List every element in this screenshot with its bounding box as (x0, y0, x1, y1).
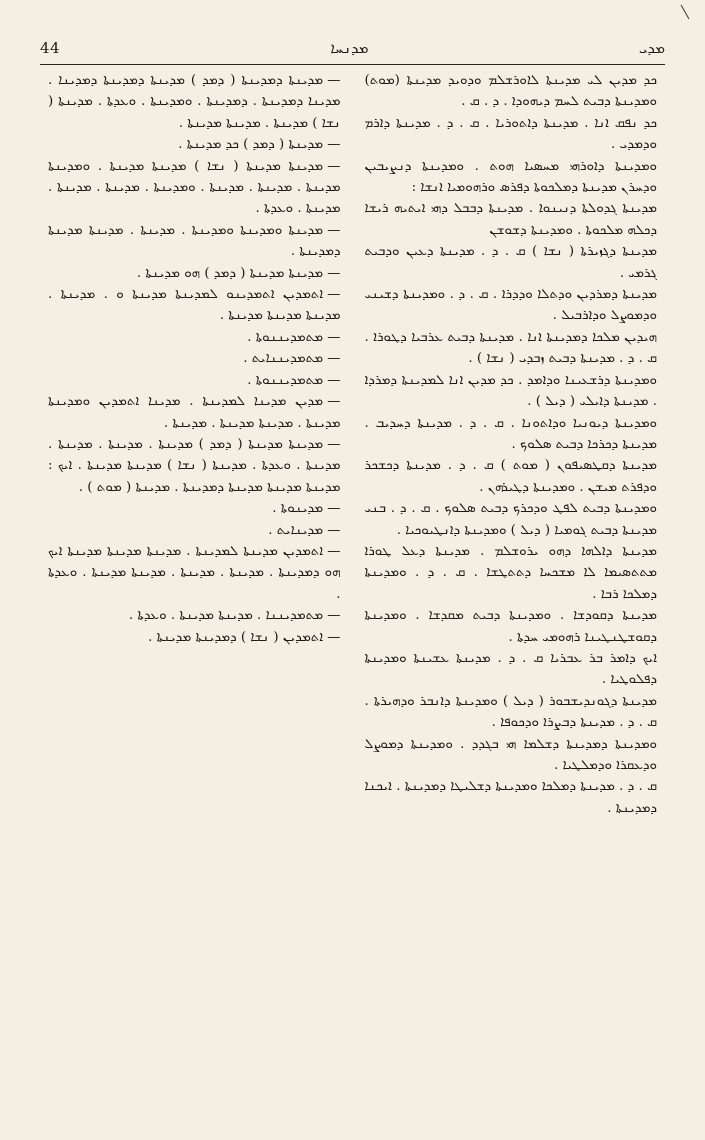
dictionary-entry (48, 605, 341, 626)
right-column-paragraph: ܘܡܕܝܢܬܐ ܕܝܘܢܝܐ ܘܕܐܬܘܢܐ . ܩ . ܕ . ܡܕܝܢܬܐ ܕܚܕܝܒ . ܡܕܝܢܬܐ ܕܟܪܟܐ ܕܒܝܬ ܣܠܘܟ . (364, 415, 657, 452)
header-rule (40, 64, 665, 65)
left-column (48, 70, 341, 1078)
dictionary-entry (48, 263, 341, 284)
dictionary-entry (48, 70, 341, 134)
right-column-paragraph: ܘܡܕܝܢܬܐ ܕܡܕܝܢܬܐ ܕܫܠܡܐ ܗܝ ܒܓܕܕ . ܘܡܕܝܢܬܐ ܕܡܘܨܠ ܘܕܥܩܪܐ ܘܕܡܠܛܝܐ . (364, 736, 657, 773)
dictionary-entry (48, 134, 341, 155)
entry-text: ܡܕܝܢܬܐ ܡܕܝܢܬܐ ( ܕܡܕ ) ܡܕܝܢܬܐ . ܡܕܝܢܬܐ . ܡܕܝܢܬܐ . ܡܕܝܢܬܐ . ܘܥܕܬܐ . ܡܕܝܢܬܐ ( ܢܫܐ ) ܡܕܝܢܬܐ ܡܕܝܢܬܐ . ܐܝܟ : ܡܕܝܢܬܐ ܡܕܝܢܬܐ ܡܕܝܢܬܐ ܕܡܕܝܢܬܐ . ܡܕܝܢܬܐ ( ܡܘܬ ) . (48, 436, 341, 495)
dictionary-entry (48, 348, 341, 369)
entry-dash: — (327, 543, 341, 559)
right-column-paragraph: ܐܝܟ ܕܐܡܪ ܒܪ ܥܒܪܝܐ ܩ . ܕ . ܡܕܝܢܬܐ ܥܫܝܢܬܐ ܘܡܕܝܢܬܐ ܕܦܠܘܛܝܐ . (364, 650, 657, 688)
entry-dash: — (327, 351, 341, 367)
entry-dash: — (327, 629, 341, 645)
right-column-paragraph: ܡܕܝܢܬܐ ܕܩܛܣܝܦܘܢ ( ܡܘܬ ) ܩ . ܕ . ܡܕܝܢܬܐ ܕܟܫܟܪ ܘܕܦܪܬ ܡܝܫܢ . ܘܡܕܝܢܬܐ ܕܛܝܪܗܢ . (364, 458, 657, 495)
entry-text: ܡܬܡܕܝܢܢܘܬܐ . (247, 372, 324, 388)
entry-dash: — (327, 222, 341, 238)
entry-text: ܡܕܝܢ ܡܕܝܢܐ ܠܡܕܝܢܬܐ . ܡܕܝܢܐ ܐܬܡܕܝܢ ܘܡܕܝܢܬܐ ܡܕܝܢܬܐ . ܡܕܝܢܬܐ ܡܕܝܢܬܐ . ܡܕܝܢܬܐ . (48, 394, 341, 431)
dictionary-entry (48, 391, 341, 434)
page-number: 44 (40, 39, 61, 57)
dictionary-entry (48, 434, 341, 498)
right-column-paragraph: ܡܕܝܢܬܐ ܓܕܘܠܬܐ ܕܢܝܢܘܐ . ܡܕܝܢܬܐ ܕܒܒܠ ܕܗܝ ܐܝܬܝܗ ܪܝܫܐ ܕܟܠܗ ܡܠܟܘܬܐ . ܘܡܕܝܢܬܐ ܕܫܘܫܢ (364, 201, 657, 238)
entry-dash: — (327, 137, 341, 153)
right-column-paragraph: ܡܕܝܢܬܐ ܕܩܘܕܫܐ . ܘܡܕܝܢܬܐ ܕܒܝܬ ܡܩܕܫܐ . ܘܡܕܝܢܬܐ ܕܩܘܫܛܢܛܝܢܐ ܪܗܘܡܝ ܚܕܬܐ . (364, 608, 657, 645)
right-column-paragraph: ܟܕ ܡܕܝܢ ܠܝ ܡܕܝܢܬܐ ܠܐܘܪܫܠܡ ܘܕܘܝܕ ܡܕܝܢܬܐ (ܡܘܬ) ܘܡܕܝܢܬܐ ܕܒܝܬ ܠܚܡ ܕܝܗܘܕܐ . ܕ . ܩ . (364, 73, 657, 110)
dictionary-entry (48, 156, 341, 220)
entry-text: ܡܕܝܢܬܐ ܡܕܝܢܬܐ ( ܕܡܕ ) ܗܘ ܡܕܝܢܬܐ . (136, 265, 324, 281)
entry-dash: — (327, 158, 341, 174)
entry-dash: — (327, 265, 341, 281)
entry-text: ܡܕܝܢܘܬܐ . (272, 501, 324, 517)
right-column-paragraph: ܡܕܝܢܬܐ ܕܐܠܗܐ ܕܗܘ ܝܪܘܫܠܡ . ܡܕܝܢܬܐ ܕܥܠ ܛܘܪܐ ܡܬܬܣܝܡܐ ܠܐ ܡܫܟܚܐ ܕܬܬܛܫܐ . ܩ . ܕ . ܘܡܕܝܢܬܐ ܕܡܠܟܐ ܪܒܐ . (364, 543, 657, 602)
entry-dash: — (327, 329, 341, 345)
entry-text: ܡܕܝܢܬܐ ( ܕܡܕ ) ܟܕ ܡܕܝܢܬܐ . (178, 137, 324, 153)
right-column-paragraph: ܘܡܕܝܢܬܐ ܕܐܘܪܗܝ ܡܚܣܝܐ ܗܘܬ . ܘܡܕܝܢܬܐ ܕܢܨܝܒܝܢ ܘܕܚܪܢ ܡܕܝܢܬܐ ܕܡܠܟܘܬܐ ܕܦܪܣ ܘܪܗܘܡܝܐ ܐܢܫܐ : (364, 158, 657, 196)
diagonal-stroke-icon (679, 4, 691, 20)
entry-text: ܡܕܝܢܐܝܬ . (268, 522, 324, 538)
right-column-paragraph: ܡܕܝܢܬܐ ܕܓܙܝܪܬܐ ( ܢܫܐ ) ܩ . ܕ . ܡܕܝܢܬܐ ܕܥܝܢ ܘܕܒܝܬ ܓܪܡܝ . (364, 244, 657, 281)
right-column (365, 70, 658, 1078)
running-title: ܡܕܢܚܐ (330, 39, 369, 57)
dictionary-entry (48, 327, 341, 348)
entry-dash: — (327, 372, 341, 388)
catchword: ܡܕܝ (638, 39, 665, 57)
entry-text: ܐܬܡܕܝܢ ܡܕܝܢܬܐ ܠܡܕܝܢܬܐ . ܡܕܝܢܬܐ ܡܕܝܢܬܐ ܡܕܝܢܬܐ ܐܝܟ ܗܘ ܕܡܕܝܢܬܐ . ܡܕܝܢܬܐ . ܡܕܝܢܬܐ . ܡܕܝܢܬܐ ܡܕܝܢܬܐ . ܘܥܕܬܐ . (48, 543, 341, 602)
right-column-paragraph: ܘܡܕܝܢܬܐ ܕܪܫܥܝܢܐ ܘܕܐܡܕ . ܟܕ ܡܕܝܢ ܐܢܐ ܠܡܕܝܢܬܐ ܕܡܪܕܐ . ܡܕܝܢܬܐ ܕܐܝܠܝ ( ܕܝܠ ) . (364, 372, 657, 410)
entry-dash: — (327, 501, 341, 517)
entry-dash: — (327, 608, 341, 624)
right-column-paragraph: ܡܕܝܢܬܐ ܕܓܘܢܕܝܫܒܘܪ ( ܕܝܠ ) ܘܡܕܝܢܬܐ ܕܐܢܒܪ ܘܕܗܝܪܬܐ . ܩ . ܕ . ܡܕܝܢܬܐ ܕܒܨܪܐ ܘܕܟܘܦܐ . (364, 693, 657, 731)
right-column-paragraph: ܩ . ܕ . ܡܕܝܢܬܐ ܕܡܠܟܐ ܘܡܕܝܢܬܐ ܕܫܠܝܛܐ ܕܡܕܝܢܬܐ . ܐܝܟܢܐ ܕܡܕܝܢܬܐ . (364, 779, 657, 816)
dictionary-entry (48, 220, 341, 263)
right-column-paragraph: ܟܕ ܢܦܩ ܐܢܐ . ܡܕܝܢܬܐ ܕܐܬܘܪܝܐ . ܩ . ܕ . ܡܕܝܢܬܐ ܕܐܪܡ ܘܕܡܕܝ . (364, 115, 657, 153)
right-column-paragraph: ܗܝܕܝܢ ܡܠܟܐ ܕܡܕܝܢܬܐ ܐܢܐ . ܡܕܝܢܬܐ ܕܒܝܬ ܥܪܒܝܐ ܕܛܘܪܐ . ܩ . ܕ . ܡܕܝܢܬܐ ܕܒܝܬ ܙܒܕܝ ( ܢܫܐ ) . (364, 329, 657, 367)
entry-dash: — (327, 73, 341, 88)
right-column-paragraph: ܡܕܝܢܬܐ ܕܡܪܕܝܢ ܘܕܬܠܐ ܘܕܕܪܐ . ܩ . ܕ . ܘܡܕܝܢܬܐ ܕܫܝܢܝ ܘܕܡܘܨܠ ܘܕܐܪܒܝܠ . (364, 287, 657, 324)
dictionary-entry (48, 627, 341, 648)
entry-dash: — (327, 287, 341, 303)
page-header (40, 34, 665, 62)
entry-text: ܡܬܡܕܝܢܢܘܬܐ . (247, 329, 324, 345)
entry-text: ܡܬܡܕܝܢܢܐܝܬ . (243, 351, 324, 367)
dictionary-entry (48, 370, 341, 391)
entry-text: ܡܕܝܢܬܐ ܘܡܕܝܢܬܐ ܘܡܕܝܢܬܐ . ܡܕܝܢܬܐ . ܡܕܝܢܬܐ ܡܕܝܢܬܐ ܕܡܕܝܢܬܐ . (48, 222, 341, 260)
dictionary-entry (48, 541, 341, 605)
right-column-paragraph: ܘܡܕܝܢܬܐ ܕܒܝܬ ܠܦܛ ܘܕܟܪܟ ܕܒܝܬ ܣܠܘܟ . ܩ . ܕ . ܒܢܝ ܡܕܝܢܬܐ ܕܒܝܬ ܓܘܡܝܐ ( ܕܝܠ ) ܘܡܕܝܢܬܐ ܕܐܢܛܝܘܟܝܐ . (364, 501, 657, 538)
entry-dash: — (327, 436, 341, 452)
entry-dash: — (327, 522, 341, 538)
dictionary-entry (48, 498, 341, 519)
entry-text: ܡܕܝܢܬܐ ܕܡܕܝܢܬܐ ( ܕܡܕ ) ܡܕܝܢܬܐ ܕܡܕܝܢܬܐ ܕܡܕܝܢܐ . ܡܕܝܢܐ ܕܡܕܝܢܬܐ . ܕܡܕܝܢܬܐ . ܘܡܕܝܢܬܐ . ܘܥܕܬܐ . ܡܕܝܢܬܐ ( ܢܫܐ ) ܡܕܝܢܬܐ . ܡܕܝܢܬܐ ܡܕܝܢܬܐ . (48, 73, 341, 131)
entry-text: ܡܬܡܕܝܢܢܐ . ܡܕܝܢܬܐ ܡܕܝܢܬܐ . ܘܥܕܬܐ . (128, 608, 324, 624)
entry-text: ܐܬܡܕܝܢ ܐܬܡܕܝܢܘ ܠܡܕܝܢܬܐ ܡܕܝܢܬܐ ܘ . ܡܕܝܢܬܐ . ܡܕܝܢܬܐ ܡܕܝܢܬܐ ܡܕܝܢܬܐ . (48, 287, 341, 324)
two-column-body (48, 70, 657, 1078)
dictionary-entry (48, 520, 341, 541)
dictionary-entry (48, 284, 341, 327)
entry-dash: — (327, 394, 341, 410)
entry-text: ܐܬܡܕܝܢ ( ܢܫܐ ) ܕܡܕܝܢܬܐ ܡܕܝܢܬܐ . (148, 629, 324, 645)
entry-text: ܡܕܝܢܬܐ ܡܕܝܢܬܐ ( ܢܫܐ ) ܡܕܝܢܬܐ ܡܕܝܢܬܐ . ܘܡܕܝܢܬܐ ܡܕܝܢܬܐ . ܡܕܝܢܬܐ . ܡܕܝܢܬܐ . ܘܡܕܝܢܬܐ . ܡܕܝܢܬܐ . ܡܕܝܢܬܐ . ܡܕܝܢܬܐ . ܘܥܕܬܐ . (48, 158, 341, 217)
